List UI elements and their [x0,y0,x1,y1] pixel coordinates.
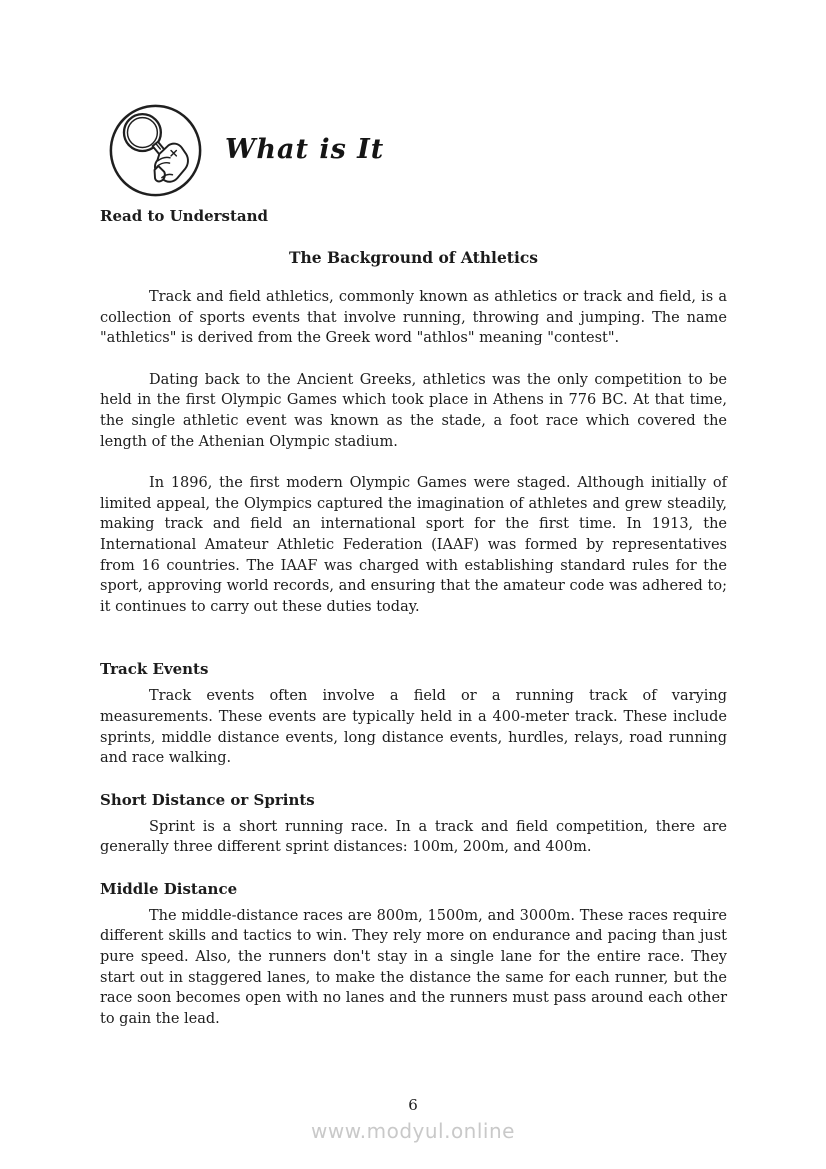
section-heading-short-distance: Short Distance or Sprints [100,790,315,809]
watermark-url: www.modyul.online [311,1119,515,1143]
section-heading-middle-distance: Middle Distance [100,879,238,898]
page-number: 6 [408,1096,418,1114]
intro-paragraph-2: Dating back to the Ancient Greeks, athletics was the only competition to be held in the first Olympic Games which took place in Athens in 776 BC. At that time, the single athletic event was known as the stade, a foot race which covered the length of the Athenian Olympic stadium. [100,371,727,450]
intro-paragraph-3: In 1896, the first modern Olympic Games were staged. Although initially of limited appeal, the Olympics captured the imagination of athletes and grew steadily, making track and field an international sport for the first time. In 1913, the International Amateur Athletic Federation (IAAF) was formed by representatives from 16 countries. The IAAF was charged with establishing standard rules for the sport, approving world records, and ensuring that the amateur code was adhered to; it continues to carry out these duties today. [100,475,727,615]
section-paragraph-track-events: Track events often involve a field or a running track of varying measurements. These events are typically held in a 400-meter track. These include sprints, middle distance events, long distance events, hurdles, relays, road running and race walking. [100,688,727,767]
section-paragraph-middle-distance: The middle-distance races are 800m, 1500m, and 3000m. These races require different skills and tactics to win. They rely more on endurance and pacing than just pure speed. Also, the runners don't stay in a single lane for the entire race. They start out in staggered lanes, to make the distance the same for each runner, but the race soon becomes open with no lanes and the runners must pass around each other to gain the lead. [100,907,727,1027]
section-paragraph-short-distance: Sprint is a short running race. In a track and field competition, there are generally three different sprint distances: 100m, 200m, and 400m. [100,818,727,856]
section-heading-track-events: Track Events [100,660,209,679]
magnifier-in-hand-icon [107,101,204,200]
read-to-understand-heading: Read to Understand [100,207,269,225]
article [100,207,727,1029]
intro-paragraph-1: Track and field athletics, commonly known as athletics or track and field, is a collection of sports events that involve running, throwing and jumping. The name "athletics" is derived from the Greek word "athlos" meaning "contest". [100,289,727,347]
page-title: What is It [225,134,385,165]
article-title: The Background of Athletics [288,248,539,267]
